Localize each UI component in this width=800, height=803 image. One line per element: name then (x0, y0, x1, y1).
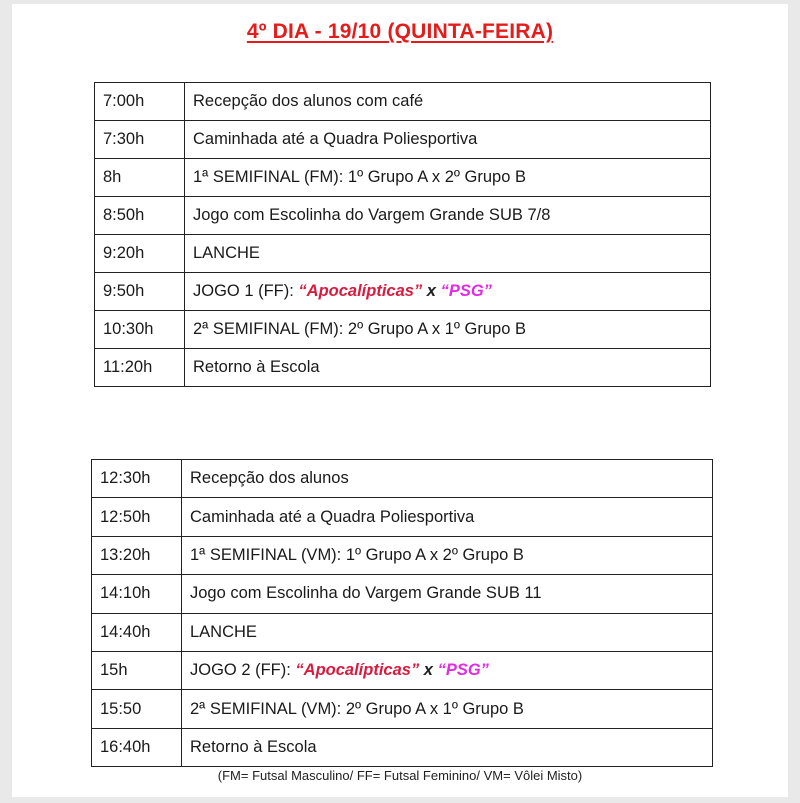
activity-cell: 2ª SEMIFINAL (VM): 2º Grupo A x 1º Grupo B (182, 690, 713, 728)
versus-separator: x (422, 282, 441, 300)
table-row (92, 728, 713, 766)
morning-schedule-table (94, 82, 711, 387)
time-cell: 15h (92, 651, 182, 689)
activity-cell: LANCHE (182, 613, 713, 651)
activity-cell: 1ª SEMIFINAL (VM): 1º Grupo A x 2º Grupo B (182, 536, 713, 574)
team-psg: “PSG” (437, 661, 489, 680)
table-row (95, 349, 711, 387)
game-label: JOGO 1 (FF): (193, 282, 299, 300)
time-cell: 8h (95, 159, 185, 197)
time-cell: 16:40h (92, 728, 182, 766)
page-title: 4º DIA - 19/10 (QUINTA-FEIRA) (246, 20, 554, 43)
table-row (92, 651, 713, 689)
table-row (92, 460, 713, 498)
time-cell: 7:30h (95, 121, 185, 159)
time-cell: 15:50 (92, 690, 182, 728)
time-cell: 9:50h (95, 273, 185, 311)
versus-separator: x (419, 661, 438, 680)
table-row (95, 235, 711, 273)
activity-cell (185, 273, 711, 311)
activity-cell: LANCHE (185, 235, 711, 273)
table-row (92, 613, 713, 651)
team-psg: “PSG” (440, 282, 492, 300)
table-row (95, 159, 711, 197)
activity-cell: 2ª SEMIFINAL (FM): 2º Grupo A x 1º Grupo B (185, 311, 711, 349)
time-cell: 12:50h (92, 498, 182, 536)
time-cell: 13:20h (92, 536, 182, 574)
table-row (92, 536, 713, 574)
team-apocalipticas: “Apocalípticas” (298, 282, 423, 300)
activity-cell: 1ª SEMIFINAL (FM): 1º Grupo A x 2º Grupo B (185, 159, 711, 197)
activity-cell: Jogo com Escolinha do Vargem Grande SUB 7/8 (185, 197, 711, 235)
table-row (92, 690, 713, 728)
activity-cell: Caminhada até a Quadra Poliesportiva (182, 498, 713, 536)
legend-footnote: (FM= Futsal Masculino/ FF= Futsal Feminino/ VM= Vôlei Misto) (217, 768, 583, 783)
table-row (92, 575, 713, 613)
time-cell: 12:30h (92, 460, 182, 498)
table-row (95, 273, 711, 311)
activity-cell: Recepção dos alunos (182, 460, 713, 498)
table-row (95, 121, 711, 159)
activity-cell: Retorno à Escola (182, 728, 713, 766)
team-apocalipticas: “Apocalípticas” (295, 661, 420, 680)
table-row (95, 311, 711, 349)
table-row (95, 83, 711, 121)
time-cell: 10:30h (95, 311, 185, 349)
activity-cell: Recepção dos alunos com café (185, 83, 711, 121)
time-cell: 14:40h (92, 613, 182, 651)
time-cell: 11:20h (95, 349, 185, 387)
game-label: JOGO 2 (FF): (190, 661, 296, 680)
time-cell: 7:00h (95, 83, 185, 121)
activity-cell: Jogo com Escolinha do Vargem Grande SUB 11 (182, 575, 713, 613)
time-cell: 14:10h (92, 575, 182, 613)
time-cell: 9:20h (95, 235, 185, 273)
afternoon-schedule-table (91, 459, 713, 767)
time-cell: 8:50h (95, 197, 185, 235)
table-row (95, 197, 711, 235)
table-row (92, 498, 713, 536)
activity-cell (182, 651, 713, 689)
activity-cell: Retorno à Escola (185, 349, 711, 387)
activity-cell: Caminhada até a Quadra Poliesportiva (185, 121, 711, 159)
